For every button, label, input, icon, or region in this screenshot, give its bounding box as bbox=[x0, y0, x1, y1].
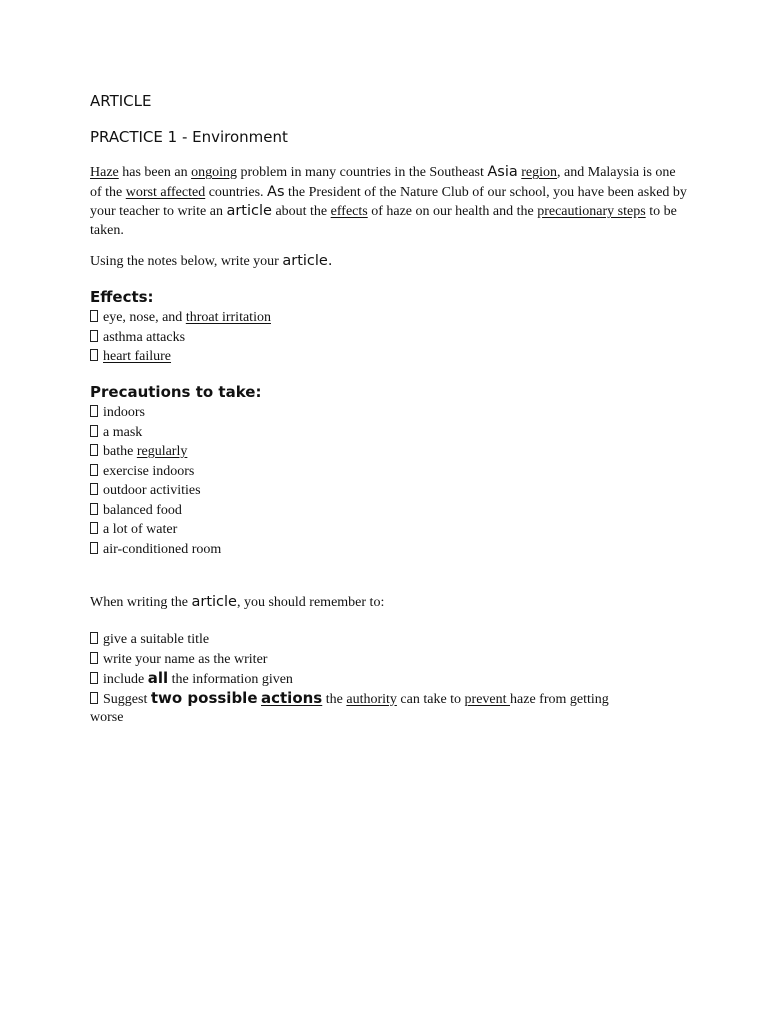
checkbox-icon bbox=[90, 672, 98, 684]
list-item: asthma attacks bbox=[90, 328, 271, 348]
checkbox-icon bbox=[90, 444, 98, 456]
list-item: outdoor activities bbox=[90, 481, 221, 501]
list-item: include all the information given bbox=[90, 669, 609, 689]
list-item: a lot of water bbox=[90, 520, 221, 540]
checkbox-icon bbox=[90, 632, 98, 644]
word-worst-affected: worst affected bbox=[125, 184, 206, 200]
word-asia: Asia bbox=[487, 164, 518, 180]
checkbox-icon bbox=[90, 522, 98, 534]
word-effects: effects bbox=[330, 204, 368, 219]
remember-instruction: When writing the article, you should remember to: bbox=[90, 594, 385, 610]
effects-heading: Effects: bbox=[90, 288, 154, 306]
checkbox-icon bbox=[90, 542, 98, 554]
intro-paragraph: Haze has been an ongoing problem in many countries in the Southeast Asia region, and Malaysia is one of the worst affected countries. As the President of the Nature Club of our school, you have been asked by your teacher to write an article about the effects of haze on our health and the precautionary steps to be taken. bbox=[90, 164, 687, 238]
effects-list bbox=[90, 308, 271, 367]
checkbox-icon bbox=[90, 349, 98, 361]
word-as: As bbox=[267, 183, 285, 200]
remember-list bbox=[90, 630, 609, 728]
list-item: write your name as the writer bbox=[90, 650, 609, 670]
checkbox-icon bbox=[90, 310, 98, 322]
word-region: region bbox=[521, 165, 558, 180]
checkbox-icon bbox=[90, 483, 98, 495]
list-item: balanced food bbox=[90, 501, 221, 521]
list-item: eye, nose, and throat irritation bbox=[90, 308, 271, 328]
list-item: a mask bbox=[90, 423, 221, 443]
practice-title: PRACTICE 1 - Environment bbox=[90, 128, 288, 146]
list-item: heart failure bbox=[90, 347, 271, 367]
document-title: ARTICLE bbox=[90, 92, 152, 110]
word-haze: Haze bbox=[90, 165, 119, 180]
checkbox-icon bbox=[90, 464, 98, 476]
checkbox-icon bbox=[90, 503, 98, 515]
list-item: air-conditioned room bbox=[90, 540, 221, 560]
precautions-heading: Precautions to take: bbox=[90, 383, 262, 401]
word-precautionary-steps: precautionary steps bbox=[537, 204, 646, 219]
word-authority: authority bbox=[346, 691, 397, 707]
word-article: article. bbox=[282, 253, 333, 269]
notes-instruction: Using the notes below, write your article. bbox=[90, 253, 333, 269]
word-article: article bbox=[191, 594, 237, 610]
checkbox-icon bbox=[90, 425, 98, 437]
word-all: all bbox=[147, 669, 169, 687]
word-ongoing: ongoing bbox=[191, 165, 237, 180]
checkbox-icon bbox=[90, 652, 98, 664]
list-item: Suggest two possible actions the authority can take to prevent haze from getting bbox=[90, 689, 609, 709]
word-article: article bbox=[226, 203, 272, 219]
list-item: indoors bbox=[90, 403, 221, 423]
list-item: exercise indoors bbox=[90, 462, 221, 482]
list-item: bathe regularly bbox=[90, 442, 221, 462]
word-actions: actions bbox=[261, 688, 323, 707]
checkbox-icon bbox=[90, 405, 98, 417]
word-two-possible: two possible bbox=[150, 688, 258, 707]
word-prevent: prevent bbox=[464, 691, 511, 707]
precautions-list bbox=[90, 403, 221, 559]
checkbox-icon bbox=[90, 330, 98, 342]
checkbox-icon bbox=[90, 692, 98, 704]
list-item-continued: worse bbox=[90, 710, 124, 725]
list-item: give a suitable title bbox=[90, 630, 609, 650]
